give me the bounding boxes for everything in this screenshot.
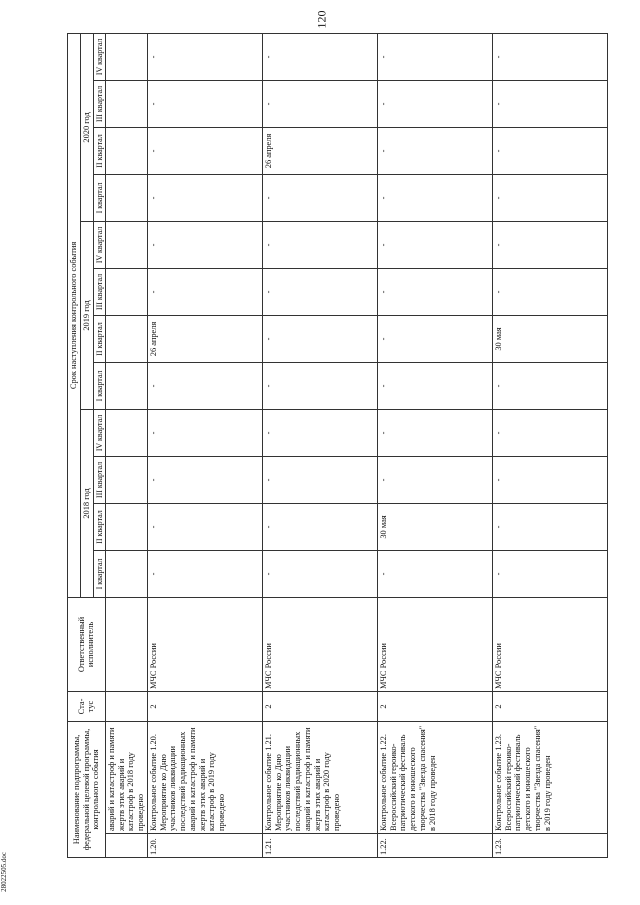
table-row bbox=[147, 33, 262, 857]
executor-cell: МЧС России bbox=[147, 597, 262, 691]
executor-cell: МЧС России bbox=[262, 597, 377, 691]
quarter-cell bbox=[105, 315, 147, 362]
quarter-header: I квартал bbox=[93, 550, 105, 597]
quarter-cell: 26 апреля bbox=[147, 315, 262, 362]
table-row bbox=[262, 33, 377, 857]
quarter-cell: - bbox=[377, 221, 492, 268]
quarter-cell: - bbox=[147, 268, 262, 315]
quarter-header: IV квартал bbox=[93, 221, 105, 268]
quarter-header: III квартал bbox=[93, 80, 105, 127]
event-name: Контрольное событие 1.20. Мероприятие ко Дню участников ликвидации последствий радиационных аварий и катастроф и памяти жертв этих аварий и катастроф в 2019 году проведено bbox=[147, 721, 262, 833]
quarter-cell: - bbox=[147, 362, 262, 409]
quarter-cell bbox=[105, 33, 147, 80]
quarter-cell: - bbox=[147, 80, 262, 127]
table-row bbox=[105, 33, 147, 857]
quarter-cell: - bbox=[377, 409, 492, 456]
quarter-header: II квартал bbox=[93, 127, 105, 174]
row-number: 1.20. bbox=[147, 834, 262, 858]
quarter-cell: - bbox=[262, 268, 377, 315]
executor-cell bbox=[105, 597, 147, 691]
quarter-cell bbox=[105, 221, 147, 268]
quarter-cell: - bbox=[377, 174, 492, 221]
row-number: 1.22. bbox=[377, 834, 492, 858]
quarter-cell: - bbox=[492, 268, 607, 315]
quarter-cell: - bbox=[147, 503, 262, 550]
year-header: 2019 год bbox=[80, 221, 93, 409]
quarter-cell: - bbox=[377, 315, 492, 362]
quarter-cell: - bbox=[262, 362, 377, 409]
status-cell bbox=[105, 691, 147, 721]
rotated-table-container bbox=[67, 33, 634, 858]
status-cell: 2 bbox=[147, 691, 262, 721]
quarter-cell: - bbox=[492, 503, 607, 550]
quarter-header: II квартал bbox=[93, 315, 105, 362]
year-header: 2018 год bbox=[80, 409, 93, 597]
status-cell: 2 bbox=[492, 691, 607, 721]
deadline-column-header: Срок наступления контрольного события bbox=[68, 33, 81, 597]
quarter-cell: - bbox=[377, 33, 492, 80]
quarter-cell: - bbox=[262, 33, 377, 80]
quarter-cell: - bbox=[492, 409, 607, 456]
quarter-cell bbox=[105, 550, 147, 597]
quarter-cell: 26 апреля bbox=[262, 127, 377, 174]
quarter-cell: - bbox=[147, 221, 262, 268]
quarter-cell: - bbox=[377, 362, 492, 409]
quarter-cell bbox=[105, 268, 147, 315]
year-header: 2020 год bbox=[80, 33, 93, 221]
quarter-cell: - bbox=[262, 174, 377, 221]
quarter-cell: - bbox=[262, 221, 377, 268]
quarter-cell: - bbox=[262, 456, 377, 503]
quarter-cell: - bbox=[147, 456, 262, 503]
table-row bbox=[492, 33, 607, 857]
quarter-cell: - bbox=[492, 33, 607, 80]
quarter-header: I квартал bbox=[93, 362, 105, 409]
executor-cell: МЧС России bbox=[492, 597, 607, 691]
quarter-cell: - bbox=[492, 550, 607, 597]
quarter-cell: - bbox=[262, 315, 377, 362]
quarter-cell: - bbox=[147, 33, 262, 80]
quarter-cell: - bbox=[492, 127, 607, 174]
control-events-table bbox=[67, 33, 608, 858]
document-sheet bbox=[67, 33, 634, 858]
quarter-cell bbox=[105, 362, 147, 409]
quarter-cell: - bbox=[262, 409, 377, 456]
quarter-cell bbox=[105, 503, 147, 550]
quarter-cell bbox=[105, 174, 147, 221]
quarter-cell: - bbox=[377, 127, 492, 174]
quarter-cell: - bbox=[492, 221, 607, 268]
quarter-header: III квартал bbox=[93, 268, 105, 315]
quarter-cell bbox=[105, 127, 147, 174]
quarter-header: IV квартал bbox=[93, 33, 105, 80]
quarter-cell: - bbox=[377, 550, 492, 597]
status-cell: 2 bbox=[377, 691, 492, 721]
quarter-cell: - bbox=[492, 174, 607, 221]
table-row bbox=[377, 33, 492, 857]
row-number: 1.23. bbox=[492, 834, 607, 858]
quarter-cell bbox=[105, 80, 147, 127]
quarter-cell: - bbox=[147, 550, 262, 597]
event-name: аварий и катастроф и памяти жертв этих аварий и катастроф в 2018 году проведено bbox=[105, 721, 147, 833]
quarter-cell: - bbox=[262, 503, 377, 550]
quarter-cell: - bbox=[492, 456, 607, 503]
quarter-cell: 30 мая bbox=[492, 315, 607, 362]
quarter-cell: - bbox=[492, 80, 607, 127]
row-number: 1.21. bbox=[262, 834, 377, 858]
name-column-header: Наименование подпрограммы, федеральной целевой программы, контрольного события bbox=[68, 721, 106, 857]
quarter-header: I квартал bbox=[93, 174, 105, 221]
quarter-cell: - bbox=[377, 80, 492, 127]
status-column-header: Ста- тус bbox=[68, 691, 106, 721]
event-name: Контрольное событие 1.21. Мероприятие ко Дню участников ликвидации последствий радиационных аварий и катастроф и памяти жертв этих аварий и катастроф в 2020 году проведено bbox=[262, 721, 377, 833]
quarter-cell: - bbox=[147, 127, 262, 174]
quarter-cell: - bbox=[262, 550, 377, 597]
executor-column-header: Ответственный исполнитель bbox=[68, 597, 106, 691]
quarter-cell: - bbox=[492, 362, 607, 409]
status-cell: 2 bbox=[262, 691, 377, 721]
quarter-header: III квартал bbox=[93, 456, 105, 503]
quarter-cell bbox=[105, 409, 147, 456]
quarter-cell: - bbox=[147, 174, 262, 221]
quarter-cell: - bbox=[147, 409, 262, 456]
quarter-cell bbox=[105, 456, 147, 503]
quarter-cell: 30 мая bbox=[377, 503, 492, 550]
quarter-header: IV квартал bbox=[93, 409, 105, 456]
executor-cell: МЧС России bbox=[377, 597, 492, 691]
quarter-cell: - bbox=[377, 456, 492, 503]
quarter-header: II квартал bbox=[93, 503, 105, 550]
footer-filename: 28022505.doc bbox=[0, 852, 8, 892]
event-name: Контрольное событие 1.23. Всероссийский героико-патриотический фестиваль детского и юношеского творчества "Звезда спасения" в 2019 году проведен bbox=[492, 721, 607, 833]
row-number bbox=[105, 834, 147, 858]
event-name: Контрольное событие 1.22. Всероссийский героико-патриотический фестиваль детского и юношеского творчества "Звезда спасения" в 2018 году проведен bbox=[377, 721, 492, 833]
page-number: 120 bbox=[314, 10, 329, 29]
quarter-cell: - bbox=[377, 268, 492, 315]
quarter-cell: - bbox=[262, 80, 377, 127]
